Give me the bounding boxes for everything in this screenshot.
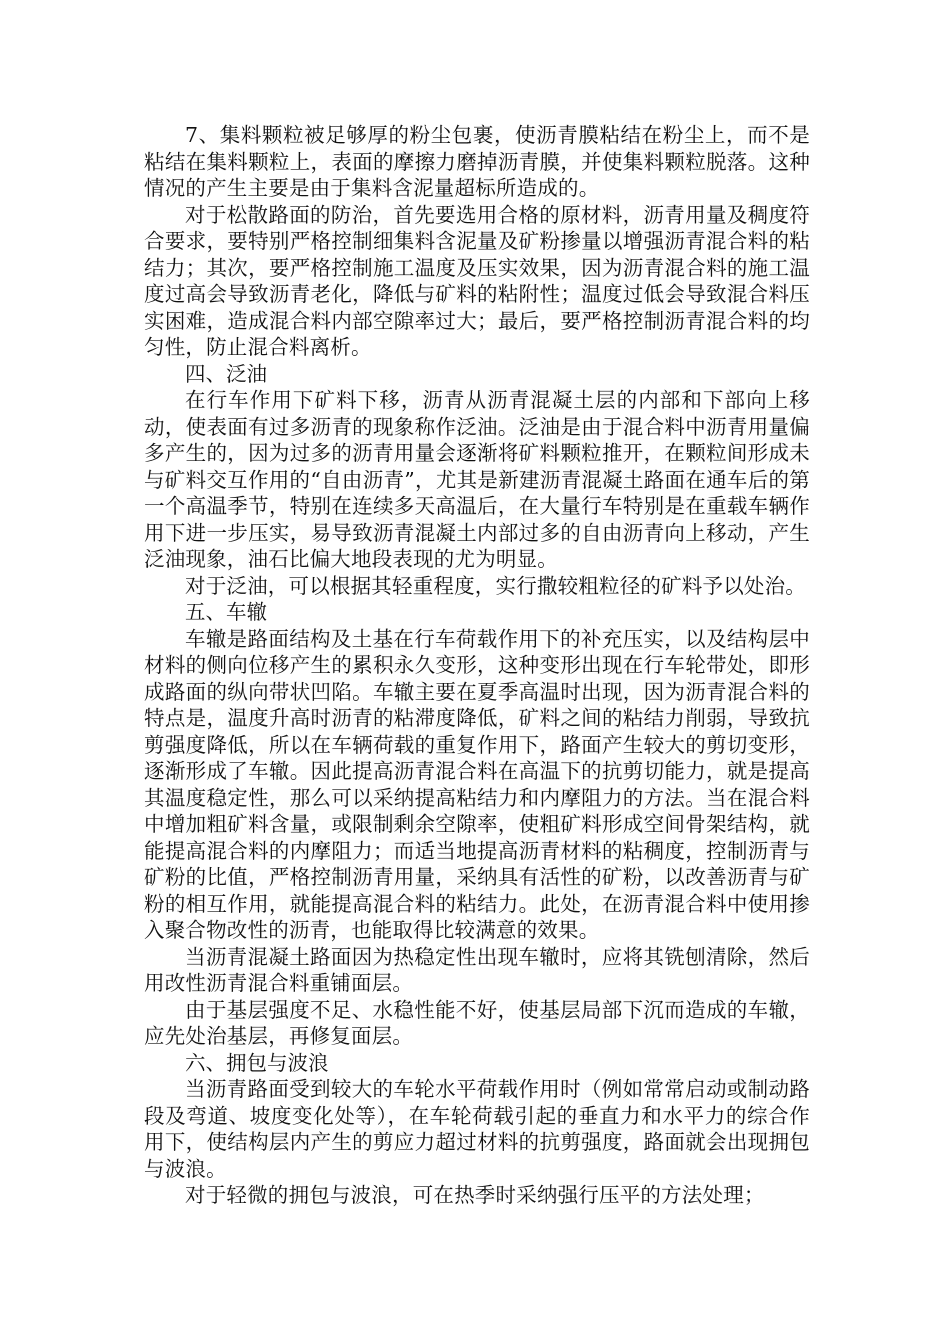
paragraph-rutting-base: 由于基层强度不足、水稳性能不好，使基层局部下沉而造成的车辙，应先处治基层，再修复面层。 — [144, 997, 810, 1048]
paragraph-rutting-repair: 当沥青混凝土路面因为热稳定性出现车辙时，应将其铣刨清除，然后用改性沥青混合料重铺面层。 — [144, 944, 810, 995]
paragraph-loose-pavement-prevention: 对于松散路面的防治，首先要选用合格的原材料，沥青用量及稠度符合要求，要特别严格控制细集料含泥量及矿粉掺量以增强沥青混合料的粘结力；其次，要严格控制施工温度及压实效果，因为沥青混合料的施工温度过高会导致沥青老化，降低与矿料的粘附性；温度过低会导致混合料压实困难，造成混合料内部空隙率过大；最后，要严格控制沥青混合料的均匀性，防止混合料离析。 — [144, 202, 810, 359]
document-body — [144, 122, 810, 1209]
section-heading-rutting: 五、车辙 — [185, 600, 267, 624]
paragraph-shoving-treatment: 对于轻微的拥包与波浪，可在热季时采纳强行压平的方法处理； — [185, 1183, 765, 1207]
section-heading-bleeding: 四、泛油 — [185, 361, 267, 386]
paragraph-rutting-cause: 车辙是路面结构及土基在行车荷载作用下的补充压实，以及结构层中材料的侧向位移产生的累积永久变形，这种变形出现在行车轮带处，即形成路面的纵向带状凹陷。车辙主要在夏季高温时出现，因为沥青混合料的特点是，温度升高时沥青的粘滞度降低，矿料之间的粘结力削弱，导致抗剪强度降低，所以在车辆荷载的重复作用下，路面产生较大的剪切变形，逐渐形成了车辙。因此提高沥青混合料在高温下的抗剪切能力，就是提高其温度稳定性，那么可以采纳提高粘结力和内摩阻力的方法。当在混合料中增加粗矿料含量，或限制剩余空隙率，使粗矿料形成空间骨架结构，就能提高混合料的内摩阻力；而适当地提高沥青材料的粘稠度，控制沥青与矿粉的比值，严格控制沥青用量，采纳具有活性的矿粉，以改善沥青与矿粉的相互作用，就能提高混合料的粘结力。此处，在沥青混合料中使用掺入聚合物改性的沥青，也能取得比较满意的效果。 — [144, 626, 810, 942]
paragraph-bleeding-cause: 在行车作用下矿料下移，沥青从沥青混凝土层的内部和下部向上移动，使表面有过多沥青的现象称作泛油。泛油是由于混合料中沥青用量偏多产生的，因为过多的沥青用量会逐渐将矿料颗粒推开，在颗粒间形成未与矿料交互作用的“自由沥青”，尤其是新建沥青混凝土路面在通车后的第一个高温季节，特别在连续多天高温后，在大量行车特别是在重载车辆作用下进一步压实，易导致沥青混凝土内部过多的自由沥青向上移动，产生泛油现象，油石比偏大地段表现的尤为明显。 — [144, 388, 810, 571]
paragraph-bleeding-treatment: 对于泛油，可以根据其轻重程度，实行撒较粗粒径的矿料予以处治。 — [185, 573, 806, 598]
paragraph-shoving-cause: 当沥青路面受到较大的车轮水平荷载作用时（例如常常启动或制动路段及弯道、坡度变化处等），在车轮荷载引起的垂直力和水平力的综合作用下，使结构层内产生的剪应力超过材料的抗剪强度，路面就会出现拥包与波浪。 — [144, 1077, 810, 1181]
paragraph-aggregate-dust: 7、集料颗粒被足够厚的粉尘包裹，使沥青膜粘结在粉尘上，而不是粘结在集料颗粒上，表面的摩擦力磨掉沥青膜，并使集料颗粒脱落。这种情况的产生主要是由于集料含泥量超标所造成的。 — [144, 123, 810, 200]
section-heading-shoving: 六、拥包与波浪 — [185, 1050, 329, 1075]
